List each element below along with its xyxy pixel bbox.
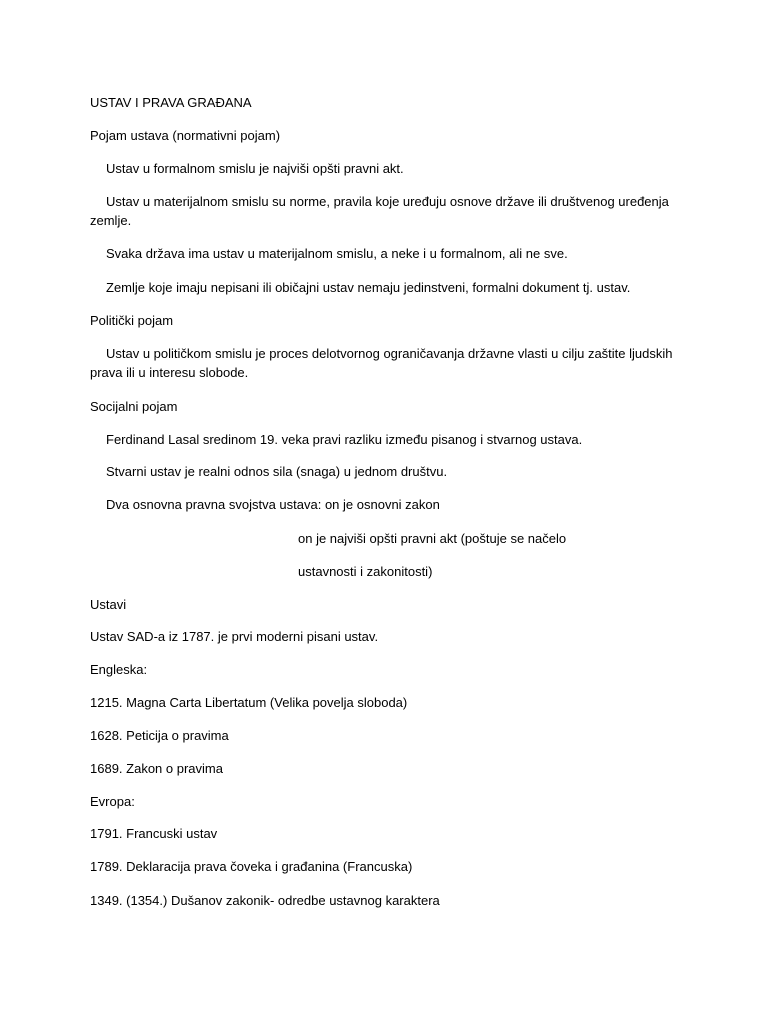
section-heading: Ustavi	[90, 597, 127, 612]
list-item: 1689. Zakon o pravima	[90, 761, 223, 776]
paragraph: Svaka država ima ustav u materijalnom smislu, a neke i u formalnom, ali ne sve.	[106, 246, 568, 261]
section-heading: Engleska:	[90, 662, 148, 677]
paragraph: Stvarni ustav je realni odnos sila (snaga) u jednom društvu.	[106, 464, 448, 479]
paragraph: Zemlje koje imaju nepisani ili običajni ustav nemaju jedinstveni, formalni dokument tj. ustav.	[106, 280, 631, 295]
list-item: 1791. Francuski ustav	[90, 826, 218, 841]
section-heading: Politički pojam	[90, 313, 174, 328]
paragraph: Ferdinand Lasal sredinom 19. veka pravi razliku između pisanog i stvarnog ustava.	[106, 432, 583, 447]
paragraph-aligned: on je najviši opšti pravni akt (poštuje se načelo	[298, 531, 567, 546]
paragraph-continuation: prava ili u interesu slobode.	[90, 365, 249, 380]
list-item: 1628. Peticija o pravima	[90, 728, 229, 743]
section-heading: Evropa:	[90, 794, 135, 809]
list-item: 1789. Deklaracija prava čoveka i građanina (Francuska)	[90, 859, 413, 874]
section-heading: Pojam ustava (normativni pojam)	[90, 128, 281, 143]
paragraph: Ustav u formalnom smislu je najviši opšti pravni akt.	[106, 161, 404, 176]
paragraph: Ustav u političkom smislu je proces delotvornog ograničavanja državne vlasti u cilju zaštite ljudskih	[106, 346, 673, 361]
paragraph-continuation: zemlje.	[90, 213, 132, 228]
paragraph: Dva osnovna pravna svojstva ustava: on je osnovni zakon	[106, 497, 440, 512]
paragraph-aligned: ustavnosti i zakonitosti)	[298, 564, 433, 579]
list-item: 1215. Magna Carta Libertatum (Velika povelja sloboda)	[90, 695, 408, 710]
paragraph: Ustav SAD-a iz 1787. je prvi moderni pisani ustav.	[90, 629, 379, 644]
paragraph: Ustav u materijalnom smislu su norme, pravila koje uređuju osnove države ili društvenog uređenja	[106, 194, 669, 209]
section-heading: Socijalni pojam	[90, 399, 178, 414]
document-title: USTAV I PRAVA GRAĐANA	[90, 95, 252, 110]
list-item: 1349. (1354.) Dušanov zakonik- odredbe ustavnog karaktera	[90, 893, 440, 908]
